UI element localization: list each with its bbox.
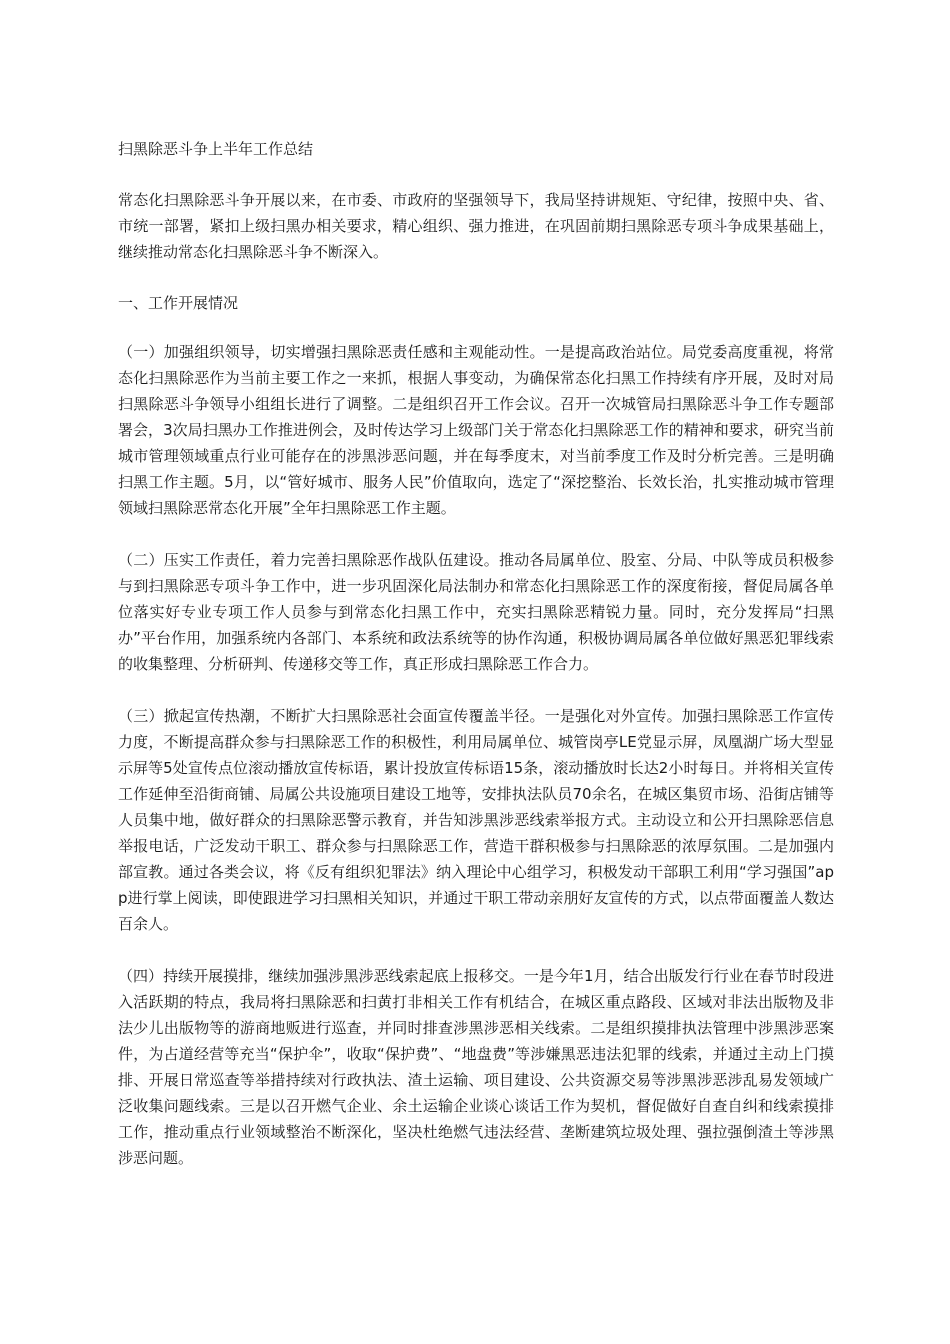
paragraph-3: （三）掀起宣传热潮，不断扩大扫黑除恶社会面宣传覆盖半径。一是强化对外宣传。加强扫黑除恶工作宣传力度，不断提高群众参与扫黑除恶工作的积极性，利用局属单位、城管岗亭LE党显示屏，凤凰湖广场大型显示屏等5处宣传点位滚动播放宣传标语，累计投放宣传标语15条，滚动播放时长达2小时每日。并将相关宣传工作延伸至沿街商铺、局属公共设施项目建设工地等，安排执法队员70余名，在城区集贸市场、沿街店铺等人员集中地，做好群众的扫黑除恶警示教育，并告知涉黑涉恶线索举报方式。主动设立和公开扫黑除恶信息举报电话，广泛发动干职工、群众参与扫黑除恶工作，营造干群积极参与扫黑除恶的浓厚氛围。二是加强内部宣教。通过各类会议，将《反有组织犯罪法》纳入理论中心组学习，积极发动干部职工利用“学习强国”app进行掌上阅读，即使跟进学习扫黑相关知识，并通过干职工带动亲朋好友宣传的方式，以点带面覆盖人数达百余人。 bbox=[118, 707, 834, 933]
section-heading: 一、工作开展情况 bbox=[118, 294, 239, 312]
paragraph-1: （一）加强组织领导，切实增强扫黑除恶责任感和主观能动性。一是提高政治站位。局党委高度重视，将常态化扫黑除恶作为当前主要工作之一来抓，根据人事变动，为确保常态化扫黑工作持续有序开展，及时对局扫黑除恶斗争领导小组组长进行了调整。二是组织召开工作会议。召开一次城管局扫黑除恶斗争工作专题部署会，3次局扫黑办工作推进例会，及时传达学习上级部门关于常态化扫黑除恶工作的精神和要求，研究当前城市管理领域重点行业可能存在的涉黑涉恶问题，并在每季度末，对当前季度工作及时分析完善。三是明确扫黑工作主题。5月，以“管好城市、服务人民”价值取向，选定了“深挖整治、长效长治，扎实推动城市管理领域扫黑除恶常态化开展”全年扫黑除恶工作主题。 bbox=[118, 343, 834, 517]
intro-paragraph: 常态化扫黑除恶斗争开展以来，在市委、市政府的坚强领导下，我局坚持讲规矩、守纪律，按照中央、省、市统一部署，紧扣上级扫黑办相关要求，精心组织、强力推进，在巩固前期扫黑除恶专项斗争成果基础上，继续推动常态化扫黑除恶斗争不断深入。 bbox=[118, 191, 834, 261]
paragraph-2: （二）压实工作责任，着力完善扫黑除恶作战队伍建设。推动各局属单位、股室、分局、中队等成员积极参与到扫黑除恶专项斗争工作中，进一步巩固深化局法制办和常态化扫黑除恶工作的深度衔接，督促局属各单位落实好专业专项工作人员参与到常态化扫黑工作中，充实扫黑除恶精锐力量。同时，充分发挥局“扫黑办”平台作用，加强系统内各部门、本系统和政法系统等的协作沟通，积极协调局属各单位做好黑恶犯罪线索的收集整理、分析研判、传递移交等工作，真正形成扫黑除恶工作合力。 bbox=[118, 551, 834, 673]
document-body bbox=[118, 137, 834, 1197]
paragraph-4: （四）持续开展摸排，继续加强涉黑涉恶线索起底上报移交。一是今年1月，结合出版发行行业在春节时段进入活跃期的特点，我局将扫黑除恶和扫黄打非相关工作有机结合，在城区重点路段、区域对非法出版物及非法少儿出版物等的游商地贩进行巡查，并同时排查涉黑涉恶相关线索。二是组织摸排执法管理中涉黑涉恶案件，为占道经营等充当“保护伞”，收取“保护费”、“地盘费”等涉嫌黑恶违法犯罪的线索，并通过主动上门摸排、开展日常巡查等举措持续对行政执法、渣土运输、项目建设、公共资源交易等涉黑涉恶涉乱易发领域广泛收集问题线索。三是以召开燃气企业、余土运输企业谈心谈话工作为契机，督促做好自查自纠和线索摸排工作，推动重点行业领域整治不断深化，坚决杜绝燃气违法经营、垄断建筑垃圾处理、强拉强倒渣土等涉黑涉恶问题。 bbox=[118, 967, 834, 1167]
document-title: 扫黑除恶斗争上半年工作总结 bbox=[118, 140, 314, 158]
